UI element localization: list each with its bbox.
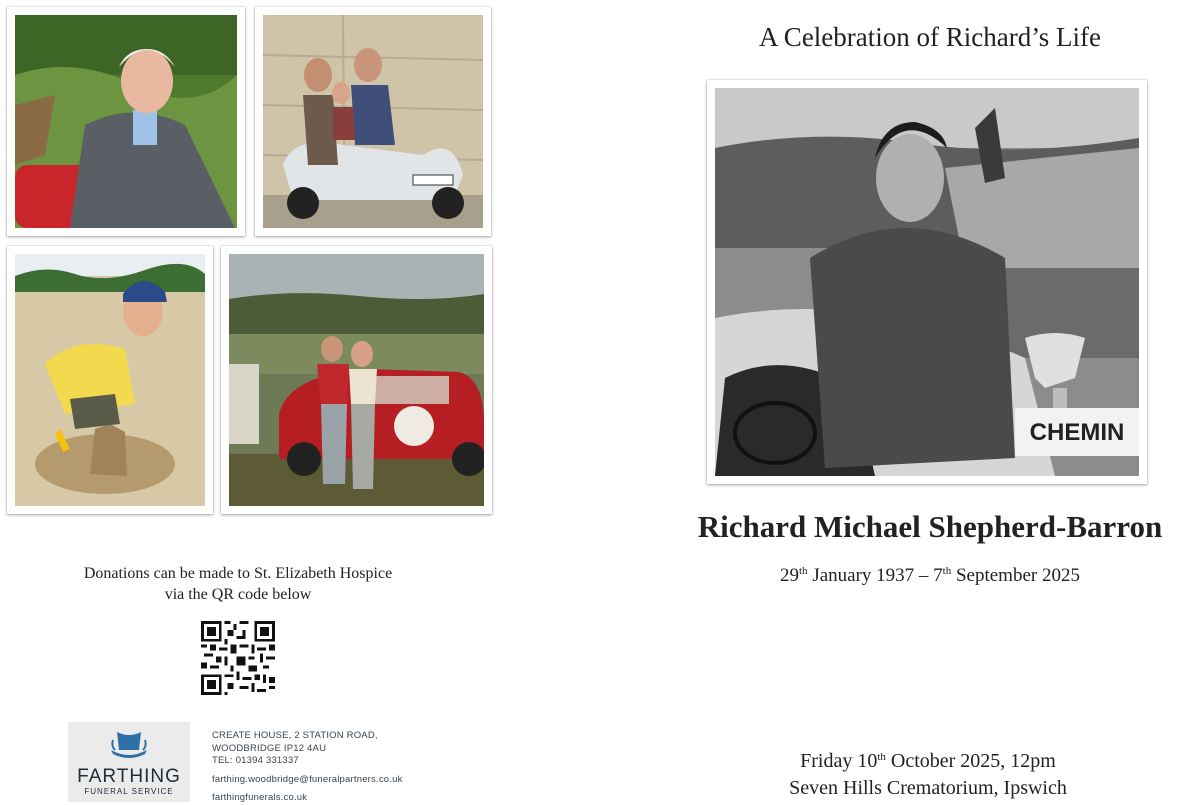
service-details: [660, 744, 1196, 802]
telephone: TEL: 01394 331337: [212, 755, 299, 766]
death-day: 7: [933, 565, 943, 586]
logo-tagline: FUNERAL SERVICE: [84, 787, 174, 796]
cover-heading: A Celebration of Richard’s Life: [759, 22, 1101, 52]
birth-rest: January 1937 –: [807, 565, 934, 586]
donations-note: [28, 563, 448, 605]
logo-brand: FARTHING: [77, 766, 181, 787]
photo-scooter: [255, 7, 491, 236]
death-suffix: th: [942, 565, 952, 577]
donations-line-2: via the QR code below: [164, 586, 312, 603]
donation-qr-code[interactable]: [201, 621, 275, 695]
donations-line-1: Donations can be made to St. Elizabeth Hospice: [83, 565, 393, 582]
viking-ship-icon: [109, 728, 149, 762]
website-link[interactable]: farthingfunerals.co.uk: [212, 792, 308, 803]
service-date: [660, 744, 1196, 775]
deceased-name: Richard Michael Shepherd-Barron: [697, 509, 1163, 544]
email-link[interactable]: farthing.woodbridge@funeralpartners.co.uk: [212, 773, 403, 785]
birth-day: 29: [780, 565, 799, 586]
service-venue: Seven Hills Crematorium, Ipswich: [789, 777, 1067, 799]
photo-tractor: [7, 7, 245, 236]
address-line-2: WOODBRIDGE IP12 4AU: [212, 742, 327, 754]
birth-suffix: th: [799, 565, 808, 577]
life-dates: [660, 565, 1200, 587]
farthing-logo: [68, 722, 190, 802]
photo-red-car: [221, 246, 492, 514]
death-rest: September 2025: [951, 565, 1080, 586]
funeral-contact: [212, 730, 442, 805]
service-prefix: Friday 10: [800, 750, 878, 772]
service-suffix: th: [877, 751, 886, 763]
plate-text: CHEMIN: [1029, 419, 1125, 446]
photo-sandcastle: [7, 246, 213, 514]
photo-portrait: [707, 80, 1147, 484]
service-rest: October 2025, 12pm: [885, 750, 1056, 772]
address-line-1: CREATE HOUSE, 2 STATION ROAD,: [212, 730, 378, 741]
